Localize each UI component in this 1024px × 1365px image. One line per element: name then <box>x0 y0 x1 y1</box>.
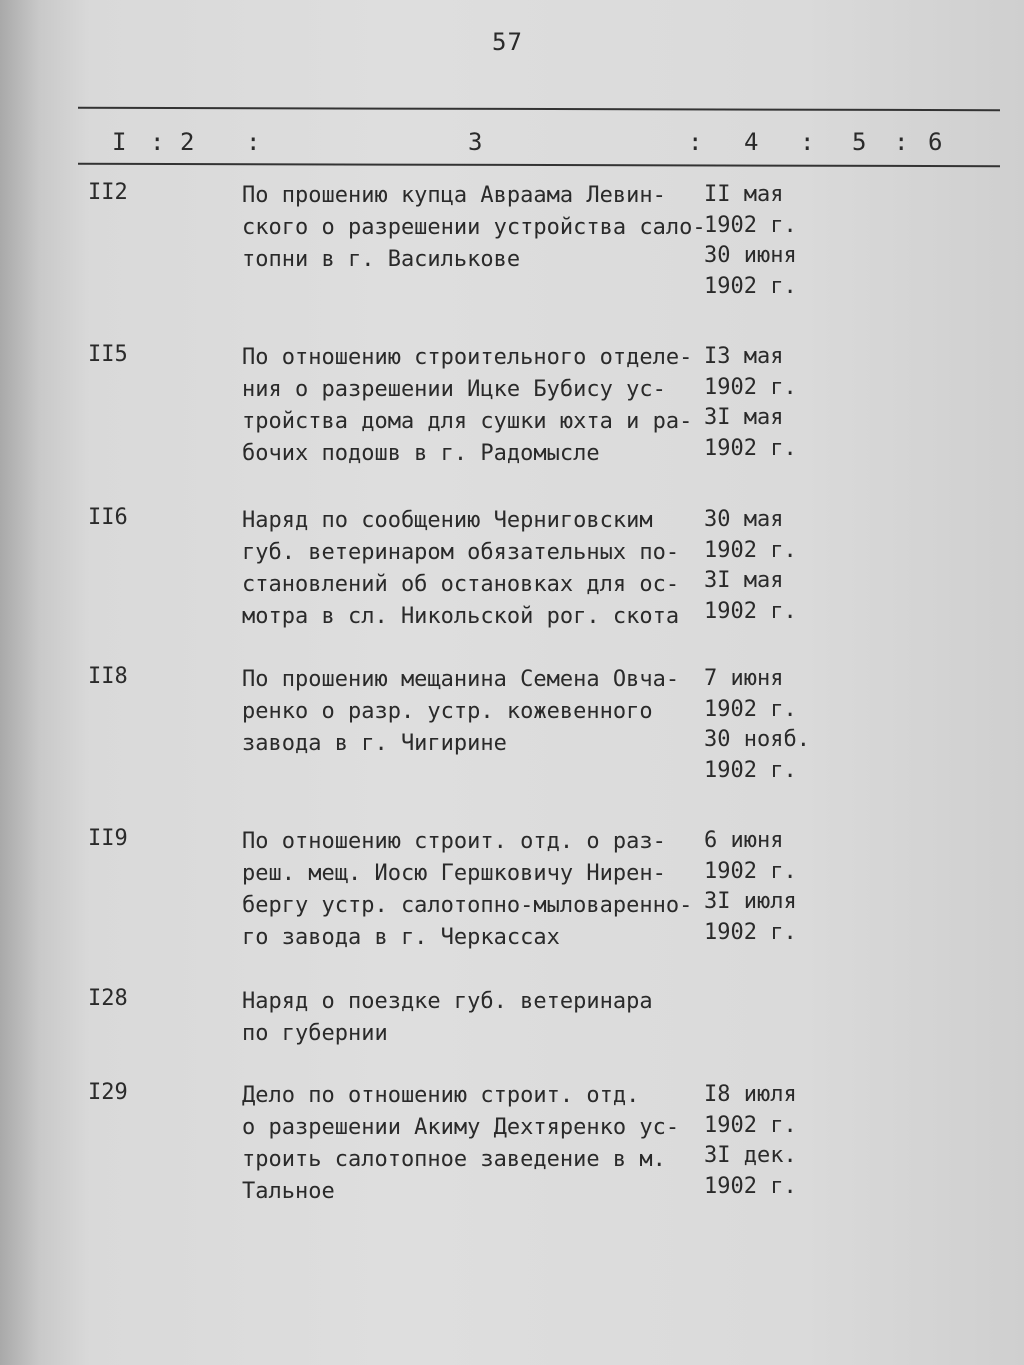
entry-description: Наряд по сообщению Черниговским губ. ветеринаром обязательных по- становлений об остановках для ос- мотра в сл. Никольской рог. скота <box>242 508 680 629</box>
column-header-2: 2 <box>180 128 195 156</box>
column-separator: : <box>894 128 909 156</box>
entry-description: По отношению строительного отделе- ния о разрешении Ицке Бубису ус- тройства дома для сушки юхта и ра- бочих подошв в г. Радомысле <box>242 345 693 466</box>
column-header-I: I <box>112 128 127 156</box>
header-rule-bottom <box>78 163 1000 167</box>
column-header-5: 5 <box>852 128 867 156</box>
entry-description: Дело по отношению строит. отд. о разрешении Акиму Дехтяренко ус- троить салотопное заведение в м. Тальное <box>242 1083 680 1204</box>
entry-dates: 30 мая 1902 г. 3I мая 1902 г. <box>704 507 797 624</box>
column-header-4: 4 <box>744 128 759 156</box>
header-rule-top <box>78 107 1000 111</box>
column-separator: : <box>800 128 815 156</box>
entry-number: II6 <box>88 505 128 530</box>
entry-number: II5 <box>88 342 128 367</box>
entry-number: II8 <box>88 664 128 689</box>
entry-number: I28 <box>88 986 128 1011</box>
entry-dates: I8 июля 1902 г. 3I дек. 1902 г. <box>704 1082 797 1199</box>
column-header-6: 6 <box>928 128 943 156</box>
column-separator: : <box>688 128 703 156</box>
entry-dates: II мая 1902 г. 30 июня 1902 г. <box>704 182 797 299</box>
page-number: 57 <box>492 28 523 56</box>
entry-number: II2 <box>88 180 128 205</box>
entry-dates: I3 мая 1902 г. 3I мая 1902 г. <box>704 344 797 461</box>
entry-description: Наряд о поездке губ. ветеринара по губернии <box>242 989 653 1046</box>
entry-description: По прошению мещанина Семена Овча- ренко о разр. устр. кожевенного завода в г. Чигирине <box>242 667 680 756</box>
entry-number: II9 <box>88 826 128 851</box>
entry-dates: 6 июня 1902 г. 3I июля 1902 г. <box>704 828 797 945</box>
entry-description: По прошению купца Авраама Левин- ского о разрешении устройства сало- топни в г. Василькове <box>242 183 706 272</box>
entry-number: I29 <box>88 1080 128 1105</box>
entry-description: По отношению строит. отд. о раз- реш. мещ. Иосю Гершковичу Нирен- бергу устр. салотопно-мыловаренно- го завода в г. Черкассах <box>242 829 693 950</box>
column-header-3: 3 <box>468 128 483 156</box>
column-separator: : <box>246 128 261 156</box>
column-separator: : <box>150 128 165 156</box>
entry-dates: 7 июня 1902 г. 30 нояб. 1902 г. <box>704 666 810 783</box>
